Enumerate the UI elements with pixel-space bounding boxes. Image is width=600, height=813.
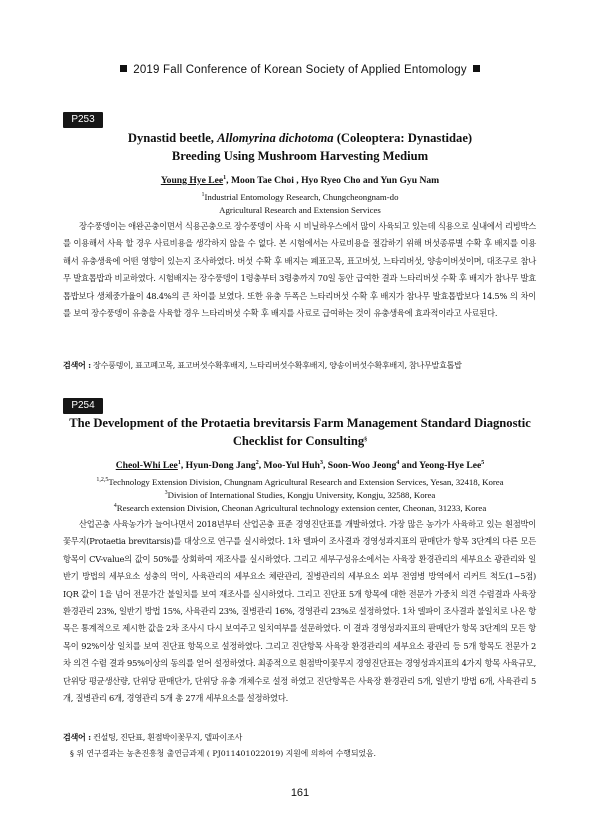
square-bullet-icon bbox=[473, 65, 480, 72]
conference-title: 2019 Fall Conference of Korean Society of Applied Entomology bbox=[133, 64, 467, 76]
title-part: Dynastid beetle, bbox=[127, 131, 218, 145]
keywords-text: 컨설팅, 진단표, 흰점박이꽃무지, 델파이조사 bbox=[90, 732, 243, 742]
author-sup: 2 bbox=[255, 460, 259, 466]
author-sup: 1 bbox=[177, 460, 181, 466]
keywords-text: 장수풍뎅이, 표고폐고목, 표고버섯수확후배지, 느타리버섯수확후배지, 양송이버섯수확후배지, 참나무발효톱밥 bbox=[90, 360, 462, 370]
affiliation-sup: 3 bbox=[164, 490, 168, 496]
author-sup: 3 bbox=[319, 460, 323, 466]
presenting-author: Cheol-Whi Lee bbox=[115, 460, 178, 471]
author-name: , Soon-Woo Jeong bbox=[322, 460, 397, 471]
abstract-body: 산업곤충 사육농가가 늘어나면서 2018년부터 산업곤충 표준 경영진단표를 개발하였다. 가장 많은 농가가 사육하고 있는 흰점박이꽃무지(Protaetia brevitarsis)를 대상으로 연구를 실시하였다. 1차 델파이 조사결과 경영성과지표의 판매단가 항목 3단계의 다른 모든 항목이 CV-value의 값이 50%를 상회하여 재조사를 실시하였다. 그리고 세부구성유소에서는 사육장 환경관리의 세부요소 광관리와 일반기 방법의 세부요소 성충의 먹이, 사육관리의 세부요소 체란관리, 질병관리의 세부요소 외부 전염병 방역에서 리커트 척도(1~5점) IQR 값이 1을 넘어 전문가간 불일치를 보여 재조사를 실시하였다. 그리고 진단표 5개 항목에 대한 전문가 가중치 의견 수렴결과 사육장 환경관리 23%, 일반기 방법 15%, 사육관리 23%, 질병관리 16%, 경영관리 23%로 설정하였다. 1차 델파이 조사결과 불일치로 나온 항목은 통계적으로 제시한 값을 2차 조사시 다시 보여주고 일치여부를 설문하였다. 이 결과 경영성과지표의 판매단가 항목 3단계의 모든 항목이 92%이상 일치를 보여 진단표 항목으로 설정하였다. 그리고 진단항목 사육장 환경관리의 세부요소 광관리 등 5개 항목도 전문가 2차 의견 수렴 결과 95%이상의 동의를 얻어 설정하였다. 최종적으로 흰점박이꽃무지 경영진단표는 경영성과지표의 4가지 항목 사육규모, 단위당 평균생산량, 단위당 판매단가, 단위당 유충 개체수로 설정 하였고 진단항목은 사육장 환경관리 5개, 일반기 방법 6개, 사육관리 5개, 질병관리 6개, 경영관리 5개 총 27개 세부요소를 설정하였다. bbox=[63, 519, 536, 704]
author-names: , Moon Tae Choi , Hyo Ryeo Cho and Yun Gyu Nam bbox=[226, 175, 440, 186]
footnote: § 위 연구결과는 농촌진흥청 출연금과제 ( PJ011401022019) 지원에 의하여 수행되었음. bbox=[70, 749, 377, 758]
abstract-body: 장수풍뎅이는 애완곤충이면서 식용곤충으로 장수풍뎅이 사육 시 비닐하우스에서 많이 사육되고 있는데 식용으로 실내에서 리빙박스를 이용해서 사육 할 경우 사료비용을 생각하지 않을 수 없다. 본 시험에서는 사료비용을 절감하기 위해 버섯종류별 수확 후 배지를 이용해서 유충생육에 어떤 영향이 있는지 조사하였다. 버섯 수확 후 배지는 폐표고목, 표고버섯, 느타리버섯, 양송이버섯이며, 대조구로 참나무 발효톱밥과 비교하였다. 시험배지는 장수풍뎅이 1령충부터 3령충까지 70일 동안 급여한 결과 느타리버섯 수확 후 배지가 참나무 발효톱밥보다 생체중가율이 48.4%의 큰 차이를 보였다. 또한 유충 두폭은 느타리버섯 수확 후 배지가 참나무 발효톱밥보다 14.5% 의 차이를 보여 장수풍뎅이 유충을 사육할 경우 느타리버섯 수확 후 배지를 사료로 급여하는 것이 유충생육에 효과적이라고 사료된다. bbox=[63, 221, 536, 319]
page-number: 161 bbox=[290, 787, 310, 799]
abstract-title bbox=[70, 129, 530, 165]
author-name: , Moo-Yul Huh bbox=[258, 460, 320, 471]
keywords-label: 검색어 : bbox=[63, 732, 91, 742]
affiliation-sup: 1 bbox=[201, 192, 205, 198]
conference-header bbox=[0, 64, 600, 76]
author-sup: 4 bbox=[396, 460, 400, 466]
abstract-id-badge: P253 bbox=[63, 112, 103, 128]
author-list bbox=[40, 460, 560, 471]
author-name: and Yeong-Hye Lee bbox=[399, 460, 482, 471]
title-line: Breeding Using Mushroom Harvesting Medium bbox=[171, 149, 429, 163]
title-sup: § bbox=[364, 437, 368, 443]
author-list bbox=[40, 175, 560, 186]
affiliation-line: Industrial Entomology Research, Chungcheongnam-do bbox=[204, 192, 399, 202]
affiliation-line: Technology Extension Division, Chungnam Agricultural Research and Extension Services, Yesan, 32418, Korea bbox=[108, 477, 504, 487]
affiliation-sup: 4 bbox=[113, 503, 117, 509]
affiliation-sup: 1,2,5 bbox=[96, 477, 109, 483]
author-sup: 1 bbox=[223, 175, 227, 181]
presenting-author: Young Hye Lee bbox=[160, 175, 224, 186]
title-line: The Development of the Protaetia brevitarsis Farm Management Standard Diagnostic bbox=[69, 416, 531, 430]
keywords bbox=[63, 730, 543, 744]
abstract-id-badge: P254 bbox=[63, 398, 103, 414]
abstract-title bbox=[40, 414, 560, 450]
title-line: Checklist for Consulting bbox=[232, 434, 365, 448]
affiliation-line: Agricultural Research and Extension Services bbox=[219, 205, 381, 215]
affiliation bbox=[40, 476, 560, 515]
title-part: (Coleoptera: Dynastidae) bbox=[333, 131, 473, 145]
keywords bbox=[63, 358, 543, 372]
author-name: , Hyun-Dong Jang bbox=[180, 460, 256, 471]
title-species: Allomyrina dichotoma bbox=[217, 131, 334, 145]
affiliation-line: Research extension Division, Cheonan Agricultural technology extension center, Cheonan, 31233, Korea bbox=[116, 503, 487, 513]
keywords-label: 검색어 : bbox=[63, 360, 91, 370]
affiliation bbox=[40, 191, 560, 217]
affiliation-line: Division of International Studies, Kongju University, Kongju, 32588, Korea bbox=[167, 490, 436, 500]
square-bullet-icon bbox=[120, 65, 127, 72]
author-sup: 5 bbox=[481, 460, 485, 466]
